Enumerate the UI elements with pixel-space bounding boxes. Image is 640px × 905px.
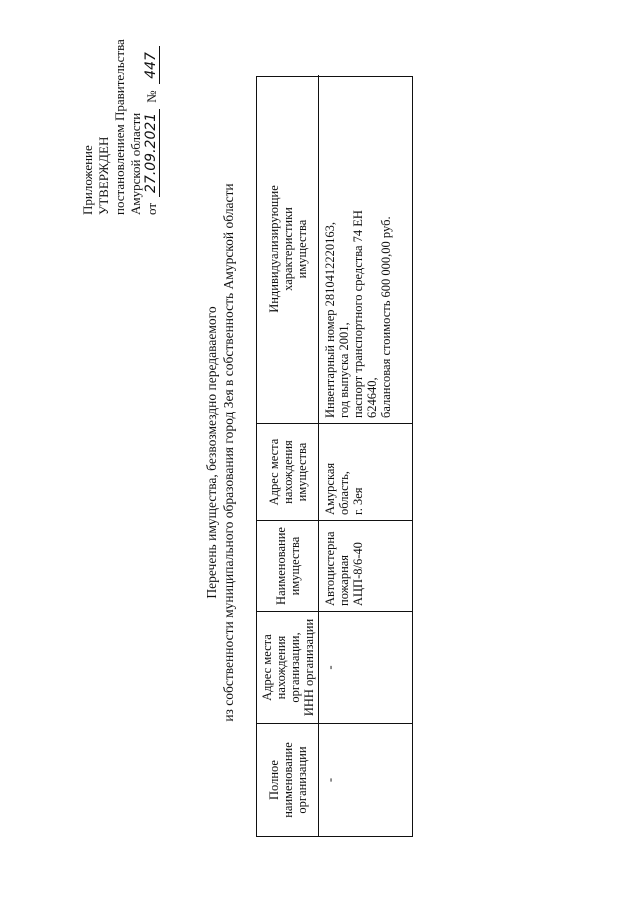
document-title bbox=[203, 0, 237, 905]
header-org-address: Адрес места нахождения организации, ИНН организации bbox=[257, 611, 319, 723]
property-table bbox=[256, 76, 413, 837]
date-number-line bbox=[144, 5, 160, 215]
title-line-2: из собственности муниципального образования город Зея в собственность Амурской области bbox=[221, 183, 236, 722]
region-label: Амурской области bbox=[128, 112, 143, 215]
header-org-name: Полное наименование организации bbox=[257, 723, 319, 836]
header-property-name: Наименование имущества bbox=[257, 520, 319, 611]
header-characteristics: Индивидуализирующие характеристики имущества bbox=[257, 75, 319, 423]
appendix-label: Приложение bbox=[80, 145, 95, 215]
header-property-address: Адрес места нахождения имущества bbox=[257, 423, 319, 520]
handwritten-number: 447 bbox=[144, 46, 160, 84]
cell-org-address: - bbox=[319, 611, 412, 723]
cell-property-address: Амурская область, г. Зея bbox=[319, 423, 412, 520]
cell-property-name: Автоцистерна пожарная АЦП-8/6-40 bbox=[319, 520, 412, 611]
resolution-label: постановлением Правительства bbox=[112, 39, 127, 215]
number-prefix: № bbox=[144, 90, 159, 103]
handwritten-date: 27.09.2021 bbox=[144, 109, 160, 197]
cell-org-name: - bbox=[319, 723, 412, 836]
title-line-1: Перечень имущества, безвозмездно передаваемого bbox=[204, 306, 219, 599]
cell-characteristics: Инвентарный номер 2810412220163, год выпуска 2001, паспорт транспортного средства 74 ЕН 624640, балансовая стоимость 600 000,00 руб. bbox=[323, 210, 393, 418]
approved-label: УТВЕРЖДЕН bbox=[96, 136, 111, 215]
date-prefix: от bbox=[144, 202, 159, 215]
approval-block bbox=[80, 5, 160, 215]
